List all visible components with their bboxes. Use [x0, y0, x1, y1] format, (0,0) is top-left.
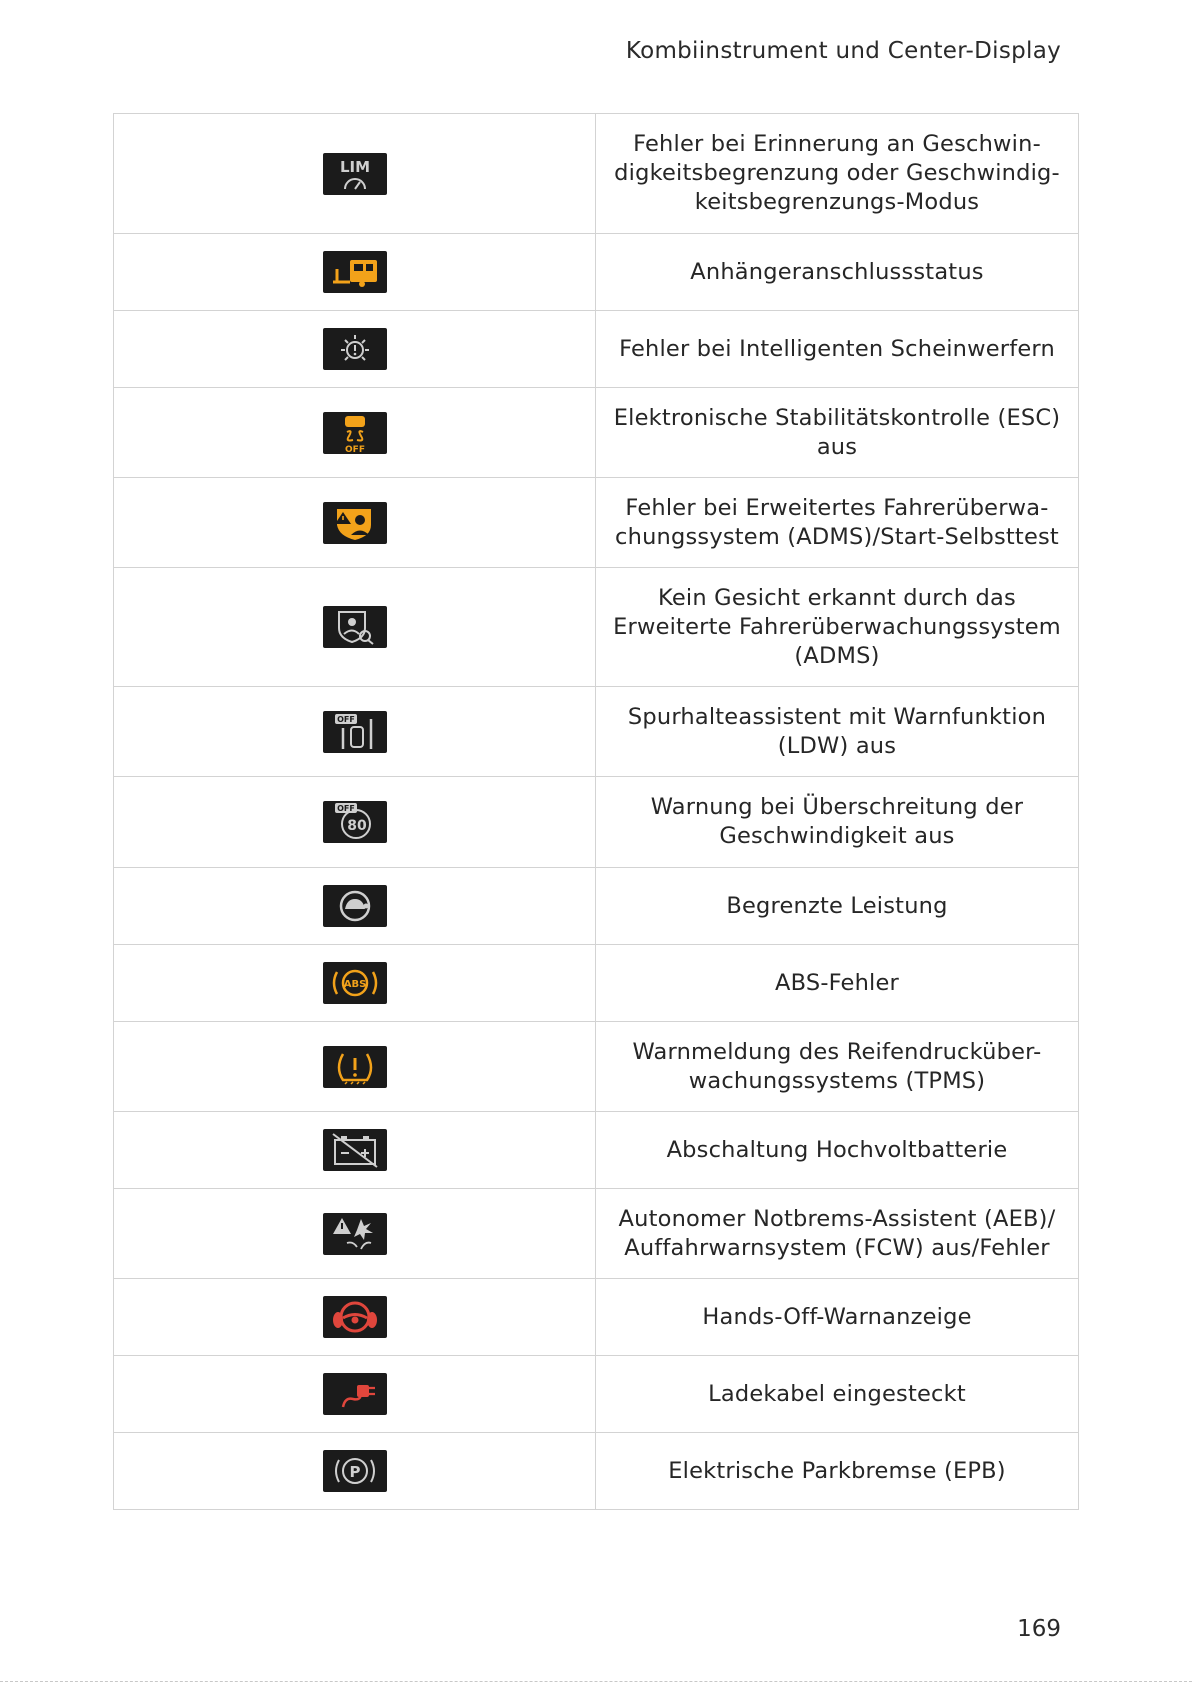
icon-cell	[114, 868, 596, 945]
icon-cell	[114, 114, 596, 234]
icon-cell	[114, 311, 596, 388]
icon-cell	[114, 1189, 596, 1279]
esc-off-icon	[323, 412, 387, 454]
description-cell: Fehler bei Erweitertes Fahrerüberwa- chungssystem (ADMS)/Start-Selbsttest	[596, 478, 1079, 568]
description-cell: Begrenzte Leistung	[596, 868, 1079, 945]
description-cell: Spurhalteassistent mit Warnfunktion (LDW) aus	[596, 687, 1079, 777]
collision-warning-icon	[323, 1213, 387, 1255]
table-row	[114, 1356, 1079, 1433]
icon-cell	[114, 1356, 596, 1433]
icon-cell	[114, 1112, 596, 1189]
svg-text:ABS: ABS	[343, 979, 366, 990]
description-cell: Fehler bei Erinnerung an Geschwin- digkeitsbegrenzung oder Geschwindig- keitsbegrenzungs-Modus	[596, 114, 1079, 234]
description-cell: Elektrische Parkbremse (EPB)	[596, 1433, 1079, 1510]
icon-cell	[114, 478, 596, 568]
icon-cell	[114, 945, 596, 1022]
description-cell: Abschaltung Hochvoltbatterie	[596, 1112, 1079, 1189]
table-row	[114, 388, 1079, 478]
svg-text:P: P	[349, 1463, 360, 1481]
description-cell: Autonomer Notbrems-Assistent (AEB)/ Auffahrwarnsystem (FCW) aus/Fehler	[596, 1189, 1079, 1279]
table-row	[114, 1022, 1079, 1112]
lane-departure-off-icon	[323, 711, 387, 753]
description-cell: ABS-Fehler	[596, 945, 1079, 1022]
table-row	[114, 1433, 1079, 1510]
tire-pressure-icon	[323, 1046, 387, 1088]
face-not-detected-icon	[323, 606, 387, 648]
description-cell: Fehler bei Intelligenten Scheinwerfern	[596, 311, 1079, 388]
table-row	[114, 777, 1079, 868]
svg-text:OFF: OFF	[336, 804, 355, 813]
icon-cell	[114, 234, 596, 311]
page-bottom-rule	[0, 1681, 1192, 1682]
table-row	[114, 868, 1079, 945]
icon-cell	[114, 687, 596, 777]
description-cell: Elektronische Stabilitätskontrolle (ESC) aus	[596, 388, 1079, 478]
driver-monitoring-fault-icon	[323, 502, 387, 544]
smart-headlight-fault-icon	[323, 328, 387, 370]
icon-cell	[114, 777, 596, 868]
turtle-limited-power-icon	[323, 885, 387, 927]
table-row	[114, 945, 1079, 1022]
overspeed-warning-off-icon	[323, 801, 387, 843]
table-row	[114, 687, 1079, 777]
table-row	[114, 478, 1079, 568]
svg-text:OFF: OFF	[336, 714, 355, 724]
svg-text:LIM: LIM	[339, 157, 370, 176]
svg-text:OFF: OFF	[344, 444, 365, 454]
icon-cell	[114, 568, 596, 687]
table-row	[114, 568, 1079, 687]
table-row	[114, 311, 1079, 388]
description-cell: Warnmeldung des Reifendrucküber- wachungssystems (TPMS)	[596, 1022, 1079, 1112]
icon-cell	[114, 1279, 596, 1356]
page-number: 169	[1017, 1616, 1061, 1642]
description-cell: Ladekabel eingesteckt	[596, 1356, 1079, 1433]
svg-text:80: 80	[346, 818, 367, 834]
table-row	[114, 234, 1079, 311]
description-cell: Kein Gesicht erkannt durch das Erweiterte Fahrerüberwachungssystem (ADMS)	[596, 568, 1079, 687]
icon-cell	[114, 1433, 596, 1510]
description-cell: Warnung bei Überschreitung der Geschwindigkeit aus	[596, 777, 1079, 868]
parking-brake-icon	[323, 1450, 387, 1492]
icon-cell	[114, 388, 596, 478]
battery-disconnect-icon	[323, 1129, 387, 1171]
table-row	[114, 114, 1079, 234]
icon-cell	[114, 1022, 596, 1112]
page-header: Kombiinstrument und Center-Display	[625, 38, 1061, 64]
description-cell: Anhängeranschlussstatus	[596, 234, 1079, 311]
charging-cable-icon	[323, 1373, 387, 1415]
description-cell: Hands-Off-Warnanzeige	[596, 1279, 1079, 1356]
table-row	[114, 1112, 1079, 1189]
trailer-icon	[323, 251, 387, 293]
abs-icon	[323, 962, 387, 1004]
table-row	[114, 1279, 1079, 1356]
warning-lights-table	[113, 113, 1079, 1510]
table-row	[114, 1189, 1079, 1279]
hands-off-warning-icon	[323, 1296, 387, 1338]
speed-limit-lim-icon	[323, 153, 387, 195]
